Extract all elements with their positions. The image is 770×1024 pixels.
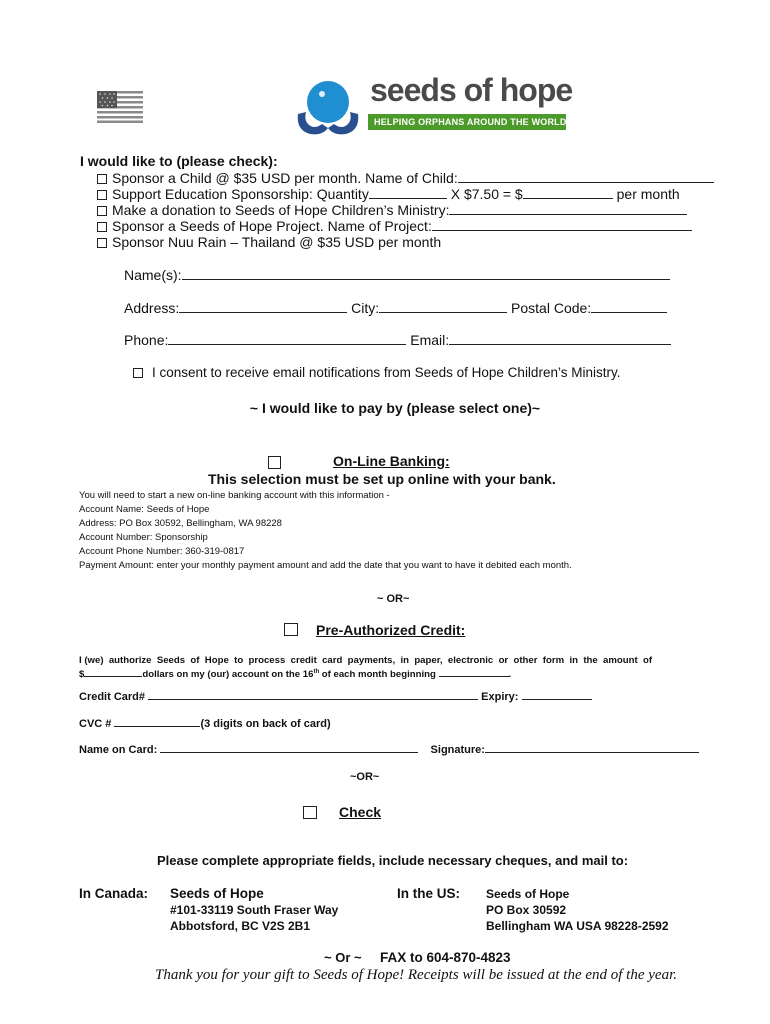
- online-banking-line: Account Phone Number: 360-319-0817: [79, 546, 245, 557]
- checkbox[interactable]: [97, 206, 107, 216]
- seeds-of-hope-logo: [292, 74, 572, 136]
- city-field[interactable]: [379, 300, 507, 313]
- online-banking-title: On-Line Banking:: [333, 453, 450, 469]
- postal-code-field[interactable]: [591, 300, 667, 313]
- option-project: Sponsor a Seeds of Hope Project. Name of Project:: [97, 218, 692, 234]
- checkbox[interactable]: [97, 222, 107, 232]
- credit-checkbox[interactable]: [284, 623, 298, 641]
- fax-number: FAX to 604-870-4823: [380, 950, 511, 965]
- credit-amount-field[interactable]: [84, 667, 142, 677]
- canada-address-line: #101-33119 South Fraser Way: [170, 903, 339, 917]
- credit-title: Pre-Authorized Credit:: [316, 622, 466, 638]
- donation-field[interactable]: [449, 202, 687, 215]
- online-banking-line: Account Number: Sponsorship: [79, 532, 208, 543]
- us-flag-icon: [97, 91, 143, 123]
- logo-wordmark: seeds of hope: [370, 72, 573, 108]
- credit-authorization-amount: $ dollars on my (our) account on the 16th of each month beginning .: [79, 668, 512, 680]
- or-divider: ~OR~: [350, 771, 380, 783]
- start-date-field[interactable]: [439, 667, 509, 677]
- us-address-line: Seeds of Hope: [486, 887, 570, 901]
- pay-heading: ~ I would like to pay by (please select one)~: [249, 400, 541, 416]
- us-address-line: PO Box 30592: [486, 903, 567, 917]
- names-field[interactable]: [182, 267, 670, 280]
- online-banking-subtitle: This selection must be set up online with your bank.: [208, 471, 556, 487]
- expiry-field[interactable]: [522, 690, 592, 700]
- canada-address-line: Seeds of Hope: [170, 886, 264, 901]
- checkbox[interactable]: [97, 174, 107, 184]
- option-donation: Make a donation to Seeds of Hope Children’s Ministry:: [97, 202, 687, 218]
- or-divider: ~ OR~: [377, 593, 410, 605]
- online-banking-line: You will need to start a new on-line banking account with this information -: [79, 490, 390, 501]
- us-label: In the US:: [397, 886, 460, 901]
- consent-row: I consent to receive email notifications from Seeds of Hope Children’s Ministry.: [133, 365, 620, 380]
- check-title: Check: [339, 804, 382, 820]
- option-nuu-rain: Sponsor Nuu Rain – Thailand @ $35 USD per month: [97, 234, 441, 250]
- intro-heading: I would like to (please check):: [80, 153, 278, 169]
- option-sponsor-child: Sponsor a Child @ $35 USD per month. Name of Child:: [97, 170, 714, 186]
- canada-address-line: Abbotsford, BC V2S 2B1: [170, 919, 311, 933]
- canada-label: In Canada:: [79, 886, 149, 901]
- signature-field[interactable]: [485, 743, 699, 753]
- thank-you-note: Thank you for your gift to Seeds of Hope! Receipts will be issued at the end of the year.: [155, 967, 677, 983]
- phone-field[interactable]: [168, 332, 406, 345]
- amount-field[interactable]: [523, 186, 613, 199]
- option-education: Support Education Sponsorship: Quantity X $7.50 = $ per month: [97, 186, 680, 202]
- footer-or: ~ Or ~: [324, 950, 362, 965]
- credit-card-row: Credit Card# Expiry:: [79, 690, 592, 703]
- name-on-card-row: Name on Card: Signature:: [79, 743, 699, 756]
- check-checkbox[interactable]: [303, 806, 317, 824]
- address-field[interactable]: [179, 300, 347, 313]
- consent-checkbox[interactable]: [133, 368, 143, 378]
- phone-row: Phone: Email:: [124, 332, 671, 348]
- checkbox[interactable]: [97, 190, 107, 200]
- online-banking-line: Address: PO Box 30592, Bellingham, WA 98228: [79, 518, 282, 529]
- mail-instructions: Please complete appropriate fields, include necessary cheques, and mail to:: [157, 853, 629, 868]
- names-row: Name(s):: [124, 267, 670, 283]
- quantity-field[interactable]: [369, 186, 447, 199]
- checkbox[interactable]: [97, 238, 107, 248]
- logo-tagline: HELPING ORPHANS AROUND THE WORLD: [374, 117, 567, 127]
- child-name-field[interactable]: [458, 170, 714, 183]
- online-banking-line: Account Name: Seeds of Hope: [79, 504, 210, 515]
- online-banking-line: Payment Amount: enter your monthly payment amount and add the date that you want to have it debited each month.: [79, 560, 572, 571]
- address-row: Address: City: Postal Code:: [124, 300, 667, 316]
- cvc-row: CVC # (3 digits on back of card): [79, 718, 331, 730]
- credit-authorization: I (we) authorize Seeds of Hope to process credit card payments, in paper, electronic or other form in the amount of: [79, 655, 653, 666]
- email-field[interactable]: [449, 332, 671, 345]
- credit-card-field[interactable]: [148, 690, 478, 700]
- us-address-line: Bellingham WA USA 98228-2592: [486, 919, 669, 933]
- cvc-field[interactable]: [114, 717, 200, 727]
- name-on-card-field[interactable]: [160, 743, 418, 753]
- project-name-field[interactable]: [432, 218, 692, 231]
